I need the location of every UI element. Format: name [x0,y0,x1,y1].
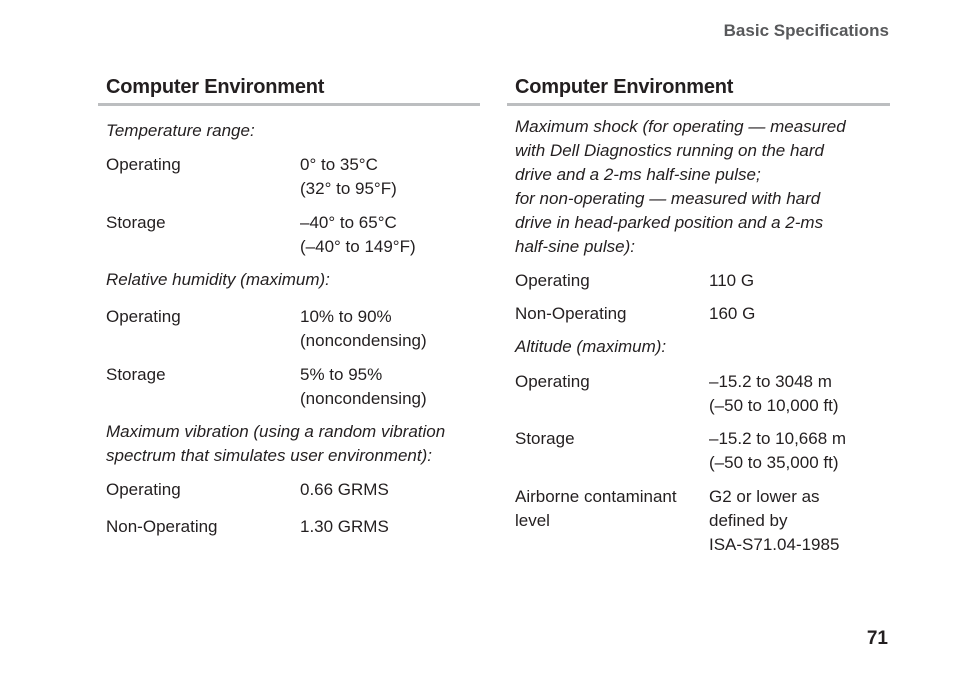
section-title: Computer Environment [98,75,480,106]
value-line: –15.2 to 3048 m [709,372,832,391]
row-label [515,485,709,557]
row-label: Operating [106,480,181,499]
right-section-body [507,115,890,557]
note-line: Maximum vibration (using a random vibration [106,422,446,441]
left-column [98,75,480,539]
note-line: for non-operating — measured with hard [515,189,821,208]
airborne-contaminant-row [515,485,890,557]
row-label: Operating [515,271,590,290]
shock-nonoperating-row [515,302,890,326]
note-line: with Dell Diagnostics running on the hard [515,141,825,160]
row-label: Storage [106,365,166,384]
value-line: (–50 to 10,000 ft) [709,396,839,415]
value-line: (–50 to 35,000 ft) [709,453,839,472]
value-line: 10% to 90% [300,307,392,326]
vibration-note [106,420,480,468]
row-value [709,427,890,475]
row-value [300,211,480,259]
value-line: 0° to 35°C [300,155,378,174]
row-value: 1.30 GRMS [300,517,389,536]
vibration-nonoperating-row [106,515,480,539]
value-line: G2 or lower as [709,487,820,506]
left-section-body [98,119,480,539]
shock-operating-row [515,269,890,293]
note-line: spectrum that simulates user environment): [106,446,432,465]
value-line: ISA-S71.04-1985 [709,535,840,554]
row-label: Non-Operating [515,304,627,323]
temperature-operating-row [106,153,480,201]
altitude-operating-row [515,370,890,418]
vibration-operating-row [106,478,480,502]
row-label: Storage [515,429,575,448]
section-title: Computer Environment [507,75,890,106]
row-label: Non-Operating [106,517,218,536]
value-line: (32° to 95°F) [300,179,397,198]
note-line: drive and a 2-ms half-sine pulse; [515,165,761,184]
temperature-storage-row [106,211,480,259]
row-label: Operating [515,372,590,391]
note-line: half-sine pulse): [515,237,636,256]
row-value [300,363,480,411]
value-line: 5% to 95% [300,365,383,384]
value-line: defined by [709,511,788,530]
note-line: drive in head-parked position and a 2-ms [515,213,824,232]
row-value [300,153,480,201]
row-value [709,485,890,557]
label-line: level [515,511,550,530]
row-label: Storage [106,213,166,232]
label-line: Airborne contaminant [515,487,677,506]
value-line: (–40° to 149°F) [300,237,416,256]
value-line: –40° to 65°C [300,213,397,232]
page-number: 71 [866,628,888,649]
altitude-storage-row [515,427,890,475]
altitude-note: Altitude (maximum): [515,337,667,356]
humidity-storage-row [106,363,480,411]
temperature-note: Temperature range: [106,121,255,140]
row-value: 160 G [709,304,756,323]
right-column [507,75,890,557]
note-line: Maximum shock (for operating — measured [515,117,846,136]
shock-note [515,115,890,259]
value-line: (noncondensing) [300,331,427,350]
value-line: (noncondensing) [300,389,427,408]
row-value: 0.66 GRMS [300,480,389,499]
row-value: 110 G [709,271,755,290]
humidity-operating-row [106,305,480,353]
humidity-note: Relative humidity (maximum): [106,270,330,289]
row-value [709,370,890,418]
row-label: Operating [106,307,181,326]
running-header: Basic Specifications [723,21,889,40]
row-value [300,305,480,353]
value-line: –15.2 to 10,668 m [709,429,847,448]
row-label: Operating [106,155,181,174]
